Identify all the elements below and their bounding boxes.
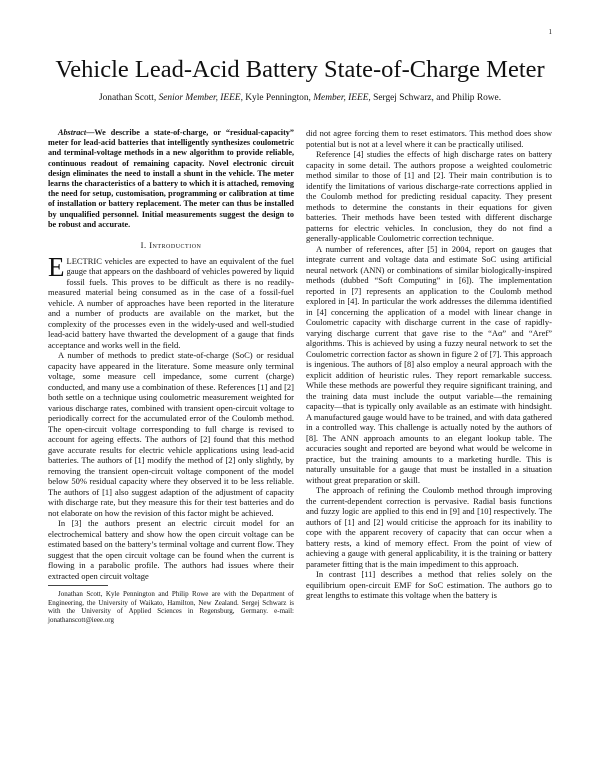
footnote-rule [48,585,108,586]
right-paragraph-5: In contrast [11] describes a method that relies solely on the equilibrium open-circuit EMF for SoC estimation. The authors go to great lengths to estimate this voltage when the battery is [306,569,552,600]
intro-paragraph-1-text: LECTRIC vehicles are expected to have an equivalent of the fuel gauge that appears on the dashboard of vehicles powered by liquid fossil fuels. This proves to be difficult as there is no readily-measured material being consumed as in the case of a fossil-fuel vehicle. A number of approaches have been reported in the literature and a number of products are available on the market, but the complexity of the processes even in the widely-used and well-studied lead-acid battery have thwarted the development of a gauge that finds acceptance and works well in the field. [48,255,294,350]
intro-paragraph-1 [48,251,294,351]
author-2: Kyle Pennington, [245,93,311,103]
author-1-role: Senior Member, IEEE, [158,93,243,103]
author-2-role: Member, IEEE, [313,93,371,103]
author-line [40,92,560,104]
left-column [48,128,294,624]
page-number: 1 [548,28,552,36]
author-3-4: Sergej Schwarz, and Philip Rowe. [373,93,502,103]
right-paragraph-3: A number of references, after [5] in 2004, report on gauges that integrate current and voltage data and estimate SoC using artificial neural network (ANN) or combinations of similar biologically-inspired methods (dubbed “Soft Computing” in [6]). The implementation reported in [7] represents an application to the Coulomb method explored in [4]. In particular the work addresses the dilemma identified in [4] concerning the application of a model with linear change in Coulometric capacity with discharge current in the case of rapidly-varying discharge current that gave rise to the “Aα” and “Aref” algorithms. This is achieved by using a fuzzy neural network to set the Coulometric correction factor as shown in figure 2 of [7]. This approach is ingenious. The authors of [8] also employ a neural approach with the explicit addition of heuristic rules. They report remarkable success. While these methods are powerful they require significant training, and the training data must include the output variable—the remaining capacity—that is typically only available as an estimate with hindsight. A manufactured gauge would have to be trained, and with data gathered in a controlled way. This challenge is actually noted by the authors of [8]. The ANN approach amounts to an elegant lookup table. The accuracies sought and reported are beyond what would be welcome in practice, but the training amounts to a marketing hurdle. This is naturally unsuitable for a gauge that must be installed in a situation without great preparation or skill. [306,243,552,485]
right-paragraph-2: Reference [4] studies the effects of high discharge rates on battery capacity in some detail. The authors propose a weighted coulometric method similar to those of [1] and [2]. Their main contribution is to identify the limitations of various discharge-rate corrections applied in the Coulomb method for predicting residual capacity. They present methods to determine the constants in their equations for given batteries. Their methods have been tested with different discharge patterns for electric vehicles. In conclusion, they do not find a generally-applicable Coulometric correction technique. [306,149,552,243]
intro-paragraph-2: A number of methods to predict state-of-charge (SoC) or residual capacity have appeared in the literature. Some measure only terminal voltage, some measure cell impedance, some current (charge) conducted, and many use a combination of these. References [1] and [2] both settle on a technique using coulometric measurement weighted for various discharge rates, combined with transient open-circuit voltage to periodically correct for the accumulated error of the Coulomb method. The open-circuit voltage corresponding to full charge is revised to account for ageing effects. The authors of [2] found that this method gave accurate results for electric vehicle applications using lead-acid batteries. The authors of [1] modify the method of [2] only slightly, by removing the transient open-circuit voltage component of the model below 50% residual capacity where they observed it to be less reliable. The authors of [1] also suggest adaption of the adjustment of capacity with discharge rate, but they measure this for their test batteries and do not elaborate on how the revision of this factor might be achieved. [48,350,294,518]
right-paragraph-1: did not agree forcing them to reset estimators. This method does show potential but is not at a level where it can be practically utilised. [306,128,552,149]
author-1: Jonathan Scott, [98,93,157,103]
right-column [306,128,552,601]
paper-title: Vehicle Lead-Acid Battery State-of-Charge Meter [55,56,545,83]
abstract-label: Abstract [58,128,87,137]
affiliation-footnote: Jonathan Scott, Kyle Pennington and Philip Rowe are with the Department of Engineering, the University of Waikato, Hamilton, New Zealand. Sergej Schwarz is with the University of Applied Sciences in Regensburg, Germany. e-mail: jonathanscott@ieee.org [48,590,294,624]
drop-cap: E [48,251,65,282]
section-heading-introduction: I. Introduction [140,240,202,251]
intro-paragraph-3: In [3] the authors present an electric circuit model for an electrochemical battery and show how the open circuit voltage can be estimated based on the battery’s terminal voltage and current flow. They suggest that the open circuit voltage can be found when the current is flowing in a parabolic profile. The authors had issues where their extracted open circuit voltage [48,518,294,581]
right-paragraph-4: The approach of refining the Coulomb method through improving the current-dependent correction is pervasive. Radial basis functions and fuzzy logic are applied to this end in [9] and [10] respectively. The authors of [1] and [2] would criticise the approach for its inability to cope with the apparent recovery of capacity that can occur when a battery rests, a kind of memory effect. From the point of view of achieving a gauge with general applicability, it is the training or battery parameter fitting that is the main impediment to this approach. [306,485,552,569]
abstract-text: —We describe a state-of-charge, or “residual-capacity” meter for lead-acid batteries that intelligently synthesizes coulometric and terminal-voltage methods in a new algorithm to provide reliable, continuous readout of remaining capacity. Novel electronic circuit design eliminates the need to install a shunt in the vehicle. The meter learns the characteristics of a battery to which it is attached, removing the need for setup, customisation, programming or calibration at time of installation or battery replacement. The meter can thus be installed by unqualified personnel. Initial measurements suggest the design to be robust and accurate. [48,128,294,229]
abstract [48,128,294,230]
